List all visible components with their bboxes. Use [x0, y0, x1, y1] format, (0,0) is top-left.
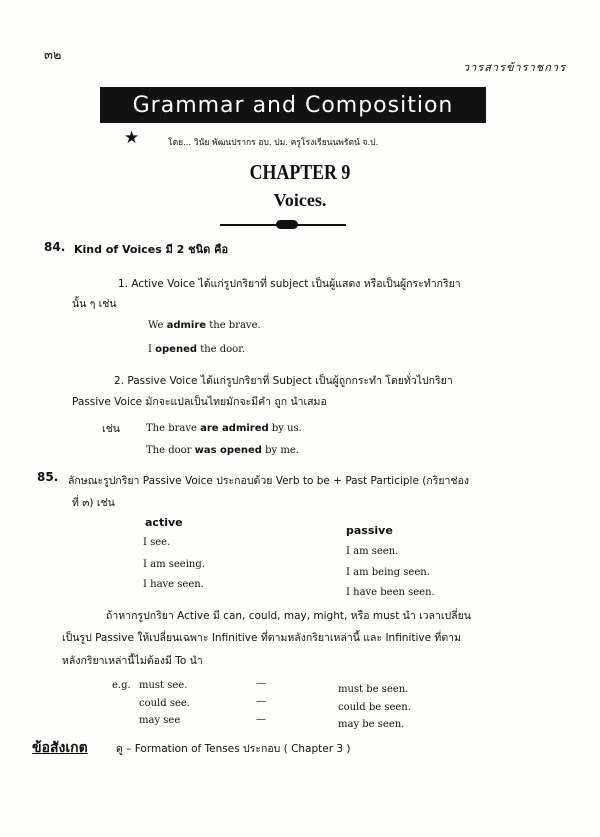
section-84-number: 84. [44, 240, 66, 254]
star-icon: ★ [124, 128, 140, 148]
example-2: I opened the door. [148, 344, 246, 355]
passive-example-1: I am seen. [346, 546, 399, 557]
dash-2: — [256, 696, 266, 707]
modal-passive-2: could be seen. [338, 702, 411, 713]
chapter-title: Voices. [273, 190, 327, 210]
item-2-line-1: 2. Passive Voice ได้แก่รูปกริยาที่ Subject เป็นผู้ถูกกระทำ โดยทั่วไปกริยา [114, 375, 453, 387]
modal-active-2: could see. [139, 698, 190, 709]
passive-column-label: passive [346, 524, 393, 537]
chapter-number: CHAPTER 9 [249, 160, 351, 184]
modal-paragraph-line-3: หลังกริยาเหล่านี้ไม่ต้องมี To นำ [62, 655, 203, 667]
title-banner [100, 87, 486, 123]
banner-title: Grammar and Composition [132, 92, 454, 118]
modal-active-3: may see [139, 715, 181, 726]
active-example-2: I am seeing. [143, 559, 205, 570]
note-text: ดู – Formation of Tenses ประกอบ ( Chapter 3 ) [116, 743, 351, 755]
item-1-line-2: นั้น ๆ เช่น [72, 298, 117, 310]
item-1-line-1: 1. Active Voice ได้แก่รูปกริยาที่ subject เป็นผู้แสดง หรือเป็นผู้กระทำกริยา [118, 278, 461, 290]
journal-name: วารสารข้าราชการ [462, 61, 566, 74]
author-byline: โดย... วินัย พัฒนปรากร อบ. ปม. ครูโรงเรียนนพรัตน์ จ.ป. [168, 138, 379, 148]
section-85-line-2: ที่ ๓) เช่น [72, 497, 115, 509]
modal-active-1: must see. [139, 680, 188, 691]
active-example-3: I have seen. [143, 579, 204, 590]
page-number: ๓๒ [44, 48, 62, 63]
example-1: We admire the brave. [148, 320, 261, 331]
section-85-line-1: ลักษณะรูปกริยา Passive Voice ประกอบด้วย Verb to be + Past Participle (กริยาช่อง [68, 475, 469, 487]
section-84-heading: Kind of Voices มี 2 ชนิด คือ [74, 243, 229, 256]
modal-passive-1: must be seen. [338, 684, 409, 695]
passive-example-3: I have been seen. [346, 587, 435, 598]
item-2-line-2: Passive Voice มักจะแปลเป็นไทยมักจะมีคำ ถูก นำเสมอ [72, 396, 327, 408]
section-85-number: 85. [37, 470, 59, 484]
such-as-label: เช่น [102, 423, 120, 435]
modal-passive-3: may be seen. [338, 719, 405, 730]
dash-1: — [256, 678, 266, 689]
eg-label: e.g. [112, 680, 131, 691]
modal-paragraph-line-2: เป็นรูป Passive ให้เปลี่ยนเฉพาะ Infinitive ที่ตามหลังกริยาเหล่านี้ และ Infinitive ที่ตาม [62, 632, 461, 644]
title-rule-right [296, 224, 346, 226]
passive-example-2: I am being seen. [346, 567, 430, 578]
active-column-label: active [145, 516, 183, 529]
note-label: ข้อสังเกต [32, 740, 88, 756]
example-4: The door was opened by me. [146, 445, 299, 456]
dash-3: — [256, 714, 266, 725]
active-example-1: I see. [143, 537, 171, 548]
example-3: The brave are admired by us. [146, 423, 302, 434]
title-rule-ornament [276, 220, 298, 229]
modal-paragraph-line-1: ถ้าหากรูปกริยา Active มี can, could, may, might, หรือ must นำ เวลาเปลี่ยน [106, 610, 471, 622]
